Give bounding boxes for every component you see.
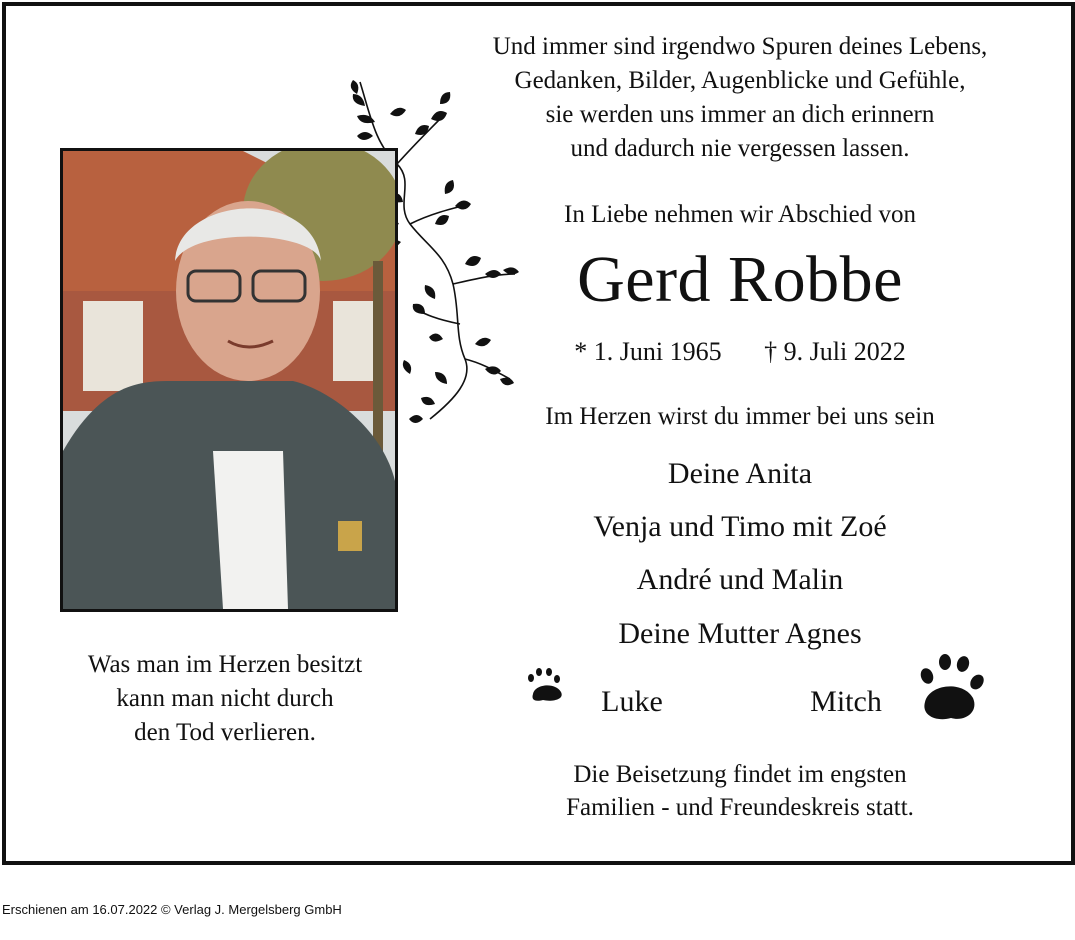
mourner: Venja und Timo mit Zoé [593, 510, 887, 543]
poem-line: Und immer sind irgendwo Spuren deines Lebens, [492, 33, 988, 60]
memorial-quote [40, 648, 410, 750]
burial-note [440, 758, 1040, 824]
life-dates [440, 336, 1040, 367]
poem-line: und dadurch nie vergessen lassen. [570, 135, 910, 162]
portrait-image [63, 151, 395, 609]
pet-name: Mitch [810, 685, 882, 718]
poem-line: Gedanken, Bilder, Augenblicke und Gefühle, [514, 67, 966, 94]
burial-line: Familien - und Freundeskreis statt. [566, 794, 914, 821]
portrait-photo [60, 148, 398, 612]
paw-print-icon [915, 652, 987, 724]
burial-line: Die Beisetzung findet im engsten [573, 761, 907, 788]
publication-footer: Erschienen am 16.07.2022 © Verlag J. Mergelsberg GmbH [2, 902, 342, 917]
deceased-name: Gerd Robbe [577, 243, 903, 316]
heart-line: Im Herzen wirst du immer bei uns sein [545, 403, 935, 430]
mourner: Deine Mutter Agnes [618, 617, 862, 650]
mourner: Deine Anita [667, 457, 813, 490]
mourner: André und Malin [636, 563, 844, 596]
quote-line: Was man im Herzen besitzt [87, 651, 363, 678]
quote-line: den Tod verlieren. [134, 719, 316, 746]
pet-name: Luke [601, 685, 663, 718]
paw-print-icon [525, 668, 569, 708]
poem-line: sie werden uns immer an dich erinnern [545, 101, 935, 128]
quote-line: kann man nicht durch [116, 685, 334, 712]
birth-date: * 1. Juni 1965 [574, 337, 722, 366]
intro-line: In Liebe nehmen wir Abschied von [564, 201, 916, 228]
death-date: † 9. Juli 2022 [764, 337, 906, 366]
